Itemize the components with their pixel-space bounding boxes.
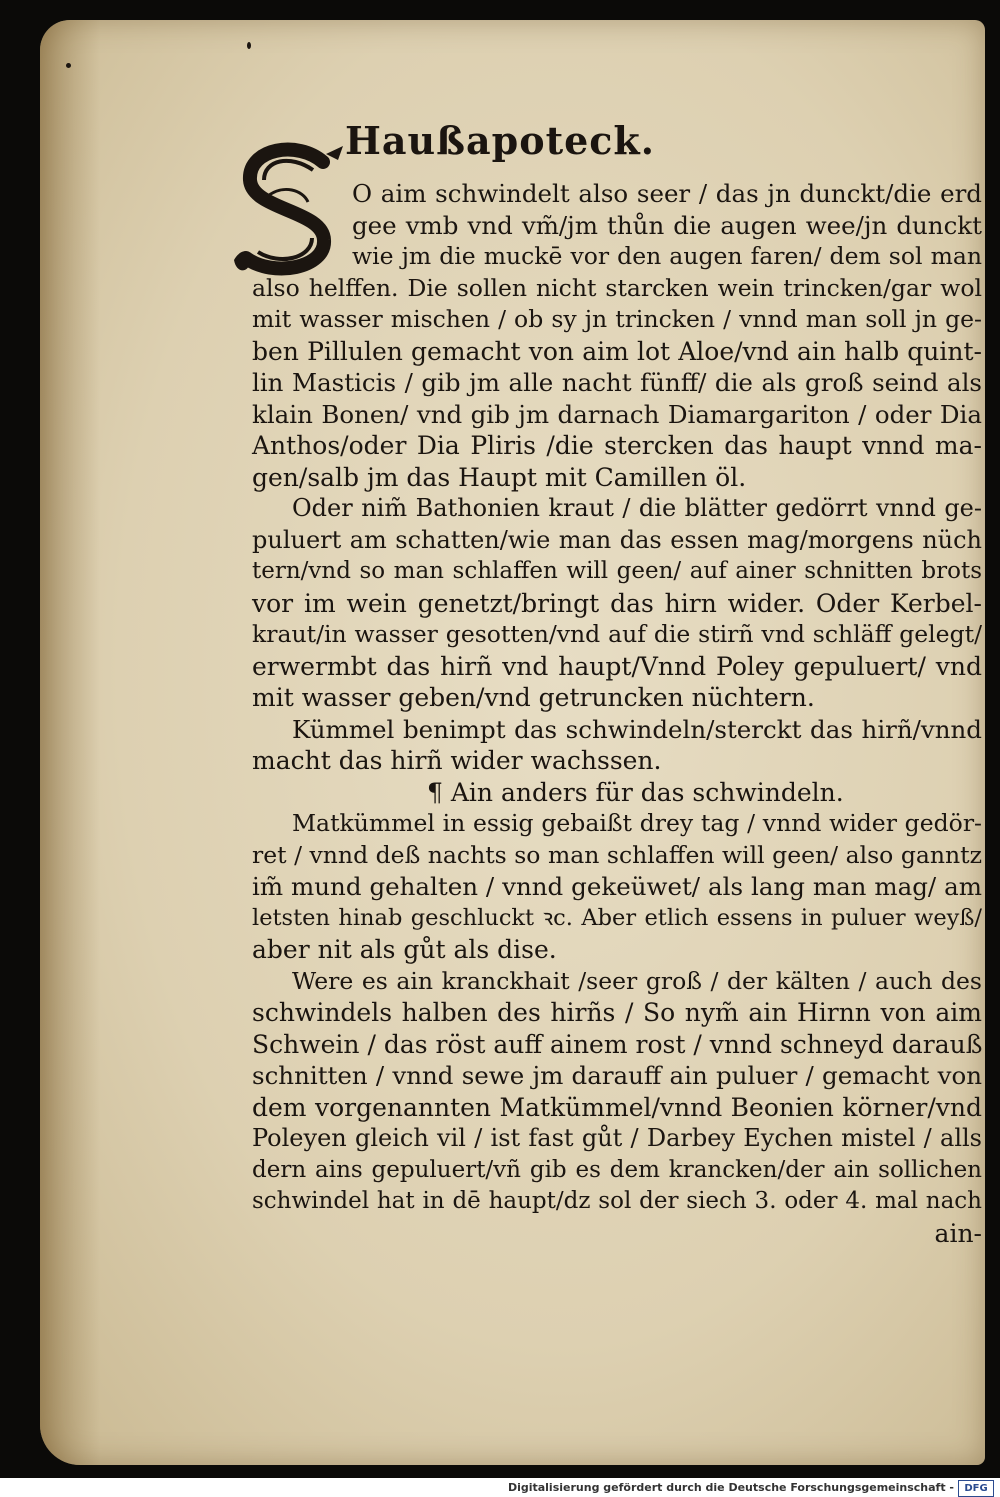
text-line: also helffen. Die sollen nicht starcken wein trincken/gar wol <box>252 273 982 302</box>
text-line: erwermbt das hirñ vnd haupt/Vnnd Poley gepuluert/ vnd <box>252 651 982 681</box>
dfg-logo: DFG <box>958 1480 994 1497</box>
text-line: Were es ain kranckhait /seer groß / der kälten / auch des <box>292 966 982 995</box>
text-line: mit wasser mischen / ob sy jn trincken / vnnd man soll jn ge- <box>252 305 982 333</box>
funding-notice: Digitalisierung gefördert durch die Deutsche Forschungsgemeinschaft - <box>507 1481 954 1494</box>
text-line: schnitten / vnnd sewe jm darauff ain puluer / gemacht von <box>252 1061 982 1090</box>
text-line: Oder nim̃ Bathonien kraut / die blätter gedörrt vnnd ge- <box>292 494 982 522</box>
text-line: ben Pillulen gemacht von aim lot Aloe/vnd ain halb quint- <box>252 336 982 366</box>
text-line: ret / vnnd deß nachts so man schlaffen will geen/ also ganntz <box>252 840 982 869</box>
catchword: ain- <box>934 1218 982 1248</box>
text-line: gen/salb jm das Haupt mit Camillen öl. <box>252 462 747 492</box>
text-line: schwindels halben des hirñs / So nym̃ ain Hirnn von aim <box>252 998 982 1027</box>
text-line: kraut/in wasser gesotten/vnd auf die stirñ vnd schläff gelegt/ <box>252 620 982 648</box>
text-line: vor im wein genetzt/bringt das hirn wider. Oder Kerbel- <box>252 588 982 618</box>
section-heading: ¶ Ain anders für das schwindeln. <box>427 777 844 807</box>
text-line: dem vorgenannten Matkümmel/vnnd Beonien körner/vnd <box>252 1092 982 1122</box>
text-line: klain Bonen/ vnd gib jm darnach Diamargariton / oder Dia <box>252 399 982 429</box>
text-line: Matkümmel in essig gebaißt drey tag / vnnd wider gedör- <box>292 809 982 837</box>
text-line: Schwein / das röst auff ainem rost / vnnd schneyd darauß <box>252 1029 983 1059</box>
ink-speck <box>247 42 251 49</box>
text-line: aber nit als gůt als dise. <box>252 935 557 964</box>
running-head: Haußapoteck. <box>345 118 655 163</box>
text-line: tern/vnd so man schlaffen will geen/ auf ainer schnitten brots <box>252 558 982 584</box>
text-line: Poleyen gleich vil / ist fast gůt / Darbey Eychen mistel / alls <box>252 1124 982 1152</box>
text-line: Anthos/oder Dia Pliris /die stercken das haupt vnnd ma- <box>252 431 982 460</box>
ink-speck <box>66 63 71 68</box>
text-line: lin Masticis / gib jm alle nacht fünff/ die als groß seind als <box>252 368 982 397</box>
text-line: letsten hinab geschluckt ꝛc. Aber etlich essens in puluer weyß/ <box>252 904 982 931</box>
page-gutter-shadow <box>40 20 100 1465</box>
text-line: wie jm die muckē vor den augen faren/ dem sol man <box>352 242 982 270</box>
text-line: macht das hirñ wider wachssen. <box>252 746 662 775</box>
body-text <box>252 178 982 1249</box>
text-line: im̃ mund gehalten / vnnd gekeüwet/ als lang man mag/ am <box>252 872 982 901</box>
text-line: mit wasser geben/vnd getruncken nüchtern. <box>252 683 815 712</box>
text-line: puluert am schatten/wie man das essen mag/morgens nüch <box>252 525 982 554</box>
text-line: Kümmel benimpt das schwindeln/sterckt das hirñ/vnnd <box>292 714 982 744</box>
text-line: O aim schwindelt also seer / das jn dunckt/die erd <box>352 179 982 208</box>
text-line: dern ains gepuluert/vñ gib es dem krancken/der ain sollichen <box>252 1156 982 1183</box>
text-line: schwindel hat in dē haupt/dz sol der siech 3. oder 4. mal nach <box>252 1188 982 1214</box>
text-line: gee vmb vnd vm̃/jm thůn die augen wee/jn dunckt <box>352 210 982 240</box>
